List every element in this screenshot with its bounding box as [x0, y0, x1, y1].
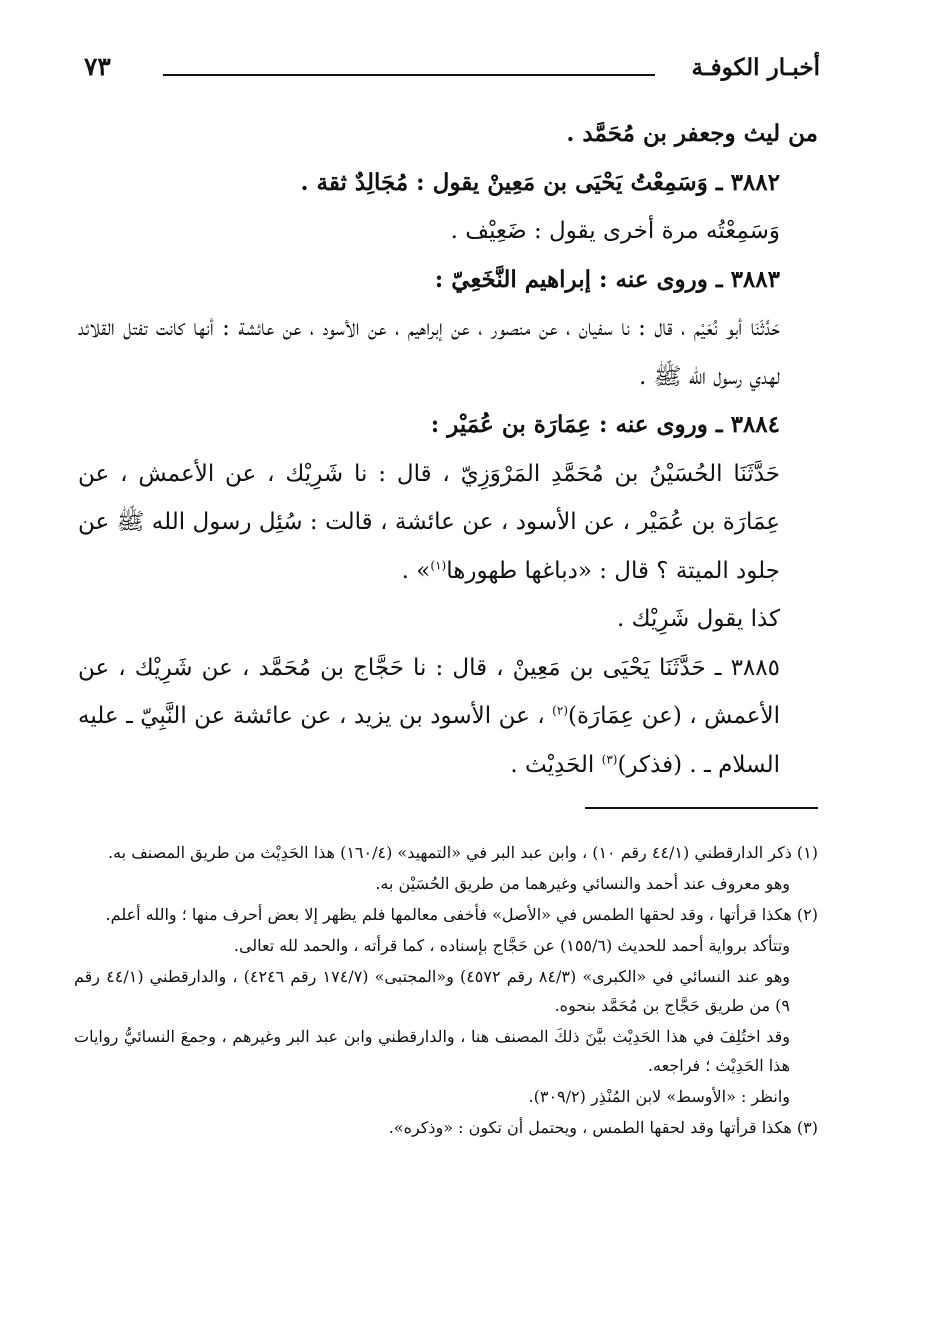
footnote-2: (٢) هكذا قرأتها ، وقد لحقها الطمس في «الأصل» فأخفى معالمها فلم يظهر إلا بعض أحرف منها ؛ والله أعلم.	[105, 905, 818, 924]
hadith-3885-text	[78, 644, 818, 790]
hadith-3884-body: حَدَّثَنَا الحُسَيْنُ بن مُحَمَّدِ المَرْوَزِيّ ، قال : نا شَرِيْك ، عن الأعمش ، عن عِمَارَة بن عُمَيْر ، عن الأسود ، عن عائشة ، قالت : سُئِل رسول الله ﷺ عن جلود الميتة ؟ قال : «دباغها طهورها	[78, 460, 780, 584]
main-text	[78, 110, 818, 789]
hadith-3885-body: ٣٨٨٥ ـ حَدَّثَنَا يَحْيَى بن مَعِينْ ، قال : نا حَجَّاج بن مُحَمَّد ، عن شَرِيْك ، عن الأعمش ، (عن عِمَارَة)	[78, 654, 781, 729]
footnote-1: (١) ذكر الدارقطني (٤٤/١ رقم ١٠) ، وابن عبد البر في «التمهيد» (١٦٠/٤) هذا الحَدِيْث من طريق المصنف به.	[108, 843, 818, 862]
footnote-3: (٣) هكذا قرأتها وقد لحقها الطمس ، ويحتمل أن تكون : «وذكره».	[388, 1118, 818, 1137]
footnote-2-continuation: وهو عند النسائي في «الكبرى» (٨٤/٣ رقم ٤٥٧٢) و«المجتبى» (١٧٤/٧ رقم ٤٢٤٦) ، والدارقطني (٤٤/١ رقم ٩) من طريق حَجَّاج بن مُحَمَّد بنحوه.	[74, 967, 791, 1015]
footnotes	[74, 838, 818, 1144]
hadith-3883-heading: ٣٨٨٣ ـ وروى عنه : إبراهيم النَّخَعِيّ :	[434, 265, 780, 293]
footnote-separator	[585, 807, 818, 809]
footnote-2-continuation: وقد اختُلِفَ في هذا الحَدِيْث بيَّنَ ذلكَ المصنف هنا ، والدارقطني وابن عبد البر وغيرهم ، وجمعَ النسائيُّ روايات هذا الحَدِيْث ؛ فراجعه.	[74, 1027, 790, 1075]
footnote-ref-3: (٣)	[601, 751, 618, 766]
footnote-2-continuation: وانظر : «الأوسط» لابن المُنْذِر (٣٠٩/٢).	[528, 1087, 790, 1106]
hadith-3883-text: حَدَّثَنَا أبو نُعَيْم ، قال : نا سفيان ، عن منصور ، عن إبراهيم ، عن الأسود ، عن عائشة : أنها كانت تفتل القلائد لهدي رسول الله ﷺ .	[78, 315, 780, 390]
page-number: ٧٣	[84, 52, 111, 81]
footnote-1-continuation: وهو معروف عند أحمد والنسائي وغيرهما من طريق الحُسَيْن به.	[375, 874, 790, 893]
text-line: من ليث وجعفر بن مُحَمَّد .	[566, 120, 818, 147]
footnote-2-continuation: وتتأكد برواية أحمد للحديث (١٥٥/٦) عن حَجَّاج بإسناده ، كما قرأته ، والحمد لله تعالى.	[233, 936, 790, 955]
text-fragment: الحَدِيْث .	[510, 751, 602, 778]
text-line: كذا يقول شَرِيْك .	[616, 606, 780, 632]
text-line: وَسَمِعْتُه مرة أخرى يقول : ضَعِيْف .	[450, 218, 780, 244]
hadith-3882: ٣٨٨٢ ـ وَسَمِعْتُ يَحْيَى بن مَعِينْ يقول : مُجَالِدٌ ثقة .	[300, 168, 780, 196]
footnote-ref-1: (١)	[430, 557, 447, 572]
text-fragment: ، عن الأسود بن يزيد ، عن عائشة عن النَّبِيّ ـ عليه السلام ـ . (فذكر)	[78, 703, 780, 778]
header-rule	[163, 74, 655, 76]
text-fragment: » .	[401, 557, 431, 584]
hadith-3884-text	[78, 450, 818, 596]
page-header	[78, 52, 820, 92]
hadith-3884-heading: ٣٨٨٤ ـ وروى عنه : عِمَارَة بن عُمَيْر :	[430, 411, 780, 438]
running-title: أخبـار الكوفـة	[691, 54, 820, 81]
footnote-ref-2: (٢)	[552, 703, 568, 718]
